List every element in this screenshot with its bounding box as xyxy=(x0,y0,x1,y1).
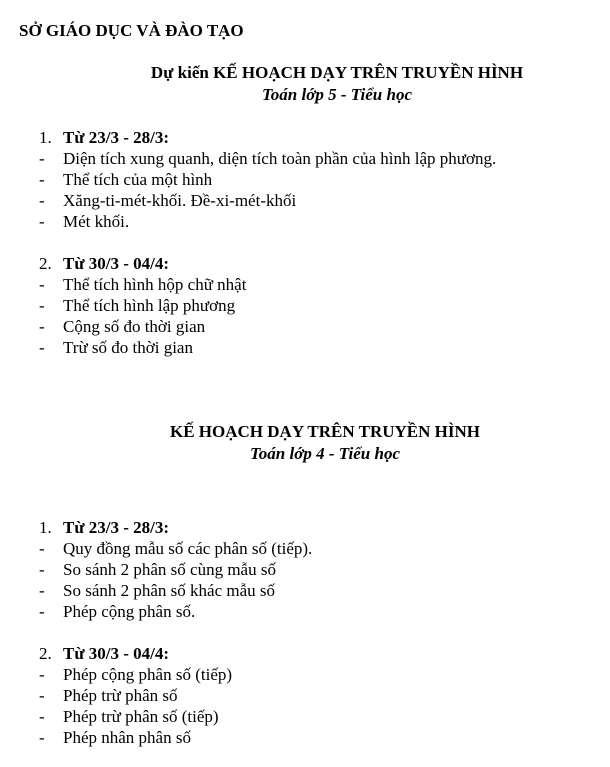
list-item-text: Cộng số đo thời gian xyxy=(63,317,206,336)
bullet-dash: - xyxy=(39,581,45,600)
list-item-text: Quy đồng mẫu số các phân số (tiếp). xyxy=(63,539,313,558)
plan1-week1 xyxy=(39,127,169,148)
list-item-text: Phép cộng phân số. xyxy=(63,602,196,621)
plan1-week2-list xyxy=(39,274,599,358)
list-item xyxy=(39,211,599,232)
bullet-dash: - xyxy=(39,602,45,621)
list-item-text: Phép trừ phân số xyxy=(63,686,178,705)
plan2-subtitle: Toán lớp 4 - Tiểu học xyxy=(249,444,400,463)
list-item-text: Mét khối. xyxy=(63,212,130,231)
week-label: Từ 30/3 - 04/4: xyxy=(63,644,170,663)
plan1-title-main: KẾ HOẠCH DẠY TRÊN TRUYỀN HÌNH xyxy=(213,63,524,82)
week-heading xyxy=(39,253,169,274)
list-item xyxy=(39,169,599,190)
bullet-dash: - xyxy=(39,560,45,579)
week-number: 2. xyxy=(39,644,52,663)
list-item xyxy=(39,559,599,580)
department-heading: SỞ GIÁO DỤC VÀ ĐÀO TẠO xyxy=(19,21,244,40)
bullet-dash: - xyxy=(39,317,45,336)
week-heading xyxy=(39,517,169,538)
plan1-week1-list xyxy=(39,148,599,232)
week-heading xyxy=(39,127,169,148)
plan1-subtitle: Toán lớp 5 - Tiểu học xyxy=(261,85,412,104)
list-item-text: Xăng-ti-mét-khối. Đề-xi-mét-khối xyxy=(63,191,297,210)
list-item xyxy=(39,538,599,559)
list-item xyxy=(39,295,599,316)
bullet-dash: - xyxy=(39,149,45,168)
list-item xyxy=(39,337,599,358)
bullet-dash: - xyxy=(39,275,45,294)
week-label: Từ 23/3 - 28/3: xyxy=(63,128,170,147)
list-item-text: Trừ số đo thời gian xyxy=(63,338,193,357)
list-item xyxy=(39,274,599,295)
list-item-text: Phép nhân phân số xyxy=(63,728,191,747)
week-heading xyxy=(39,643,169,664)
week-number: 1. xyxy=(39,518,52,537)
plan1-week2 xyxy=(39,253,169,274)
list-item xyxy=(39,316,599,337)
list-item xyxy=(39,580,599,601)
week-label: Từ 30/3 - 04/4: xyxy=(63,254,170,273)
week-number: 1. xyxy=(39,128,52,147)
list-item xyxy=(39,685,599,706)
plan1-title xyxy=(57,63,610,83)
week-number: 2. xyxy=(39,254,52,273)
list-item-text: Thể tích của một hình xyxy=(63,170,213,189)
week-label: Từ 23/3 - 28/3: xyxy=(63,518,170,537)
list-item-text: Phép trừ phân số (tiếp) xyxy=(63,707,219,726)
bullet-dash: - xyxy=(39,296,45,315)
list-item-text: So sánh 2 phân số khác mẫu số xyxy=(63,581,276,600)
bullet-dash: - xyxy=(39,686,45,705)
list-item-text: Thể tích hình hộp chữ nhật xyxy=(63,275,247,294)
list-item xyxy=(39,664,599,685)
list-item xyxy=(39,706,599,727)
bullet-dash: - xyxy=(39,191,45,210)
plan2-week2 xyxy=(39,643,169,664)
list-item-text: Diện tích xung quanh, diện tích toàn phần của hình lập phương. xyxy=(63,149,497,168)
list-item-text: Phép cộng phân số (tiếp) xyxy=(63,665,233,684)
list-item-text: Thể tích hình lập phương xyxy=(63,296,236,315)
plan2-title: KẾ HOẠCH DẠY TRÊN TRUYỀN HÌNH xyxy=(170,422,480,441)
list-item-text: So sánh 2 phân số cùng mẫu số xyxy=(63,560,276,579)
list-item xyxy=(39,727,599,748)
plan2-week1-list xyxy=(39,538,599,622)
list-item xyxy=(39,601,599,622)
list-item xyxy=(39,148,599,169)
list-item xyxy=(39,190,599,211)
plan2-week1 xyxy=(39,517,169,538)
bullet-dash: - xyxy=(39,728,45,747)
plan1-title-prefix: Dự kiến xyxy=(150,63,214,82)
bullet-dash: - xyxy=(39,539,45,558)
bullet-dash: - xyxy=(39,170,45,189)
bullet-dash: - xyxy=(39,707,45,726)
bullet-dash: - xyxy=(39,665,45,684)
bullet-dash: - xyxy=(39,212,45,231)
bullet-dash: - xyxy=(39,338,45,357)
plan2-week2-list xyxy=(39,664,599,748)
